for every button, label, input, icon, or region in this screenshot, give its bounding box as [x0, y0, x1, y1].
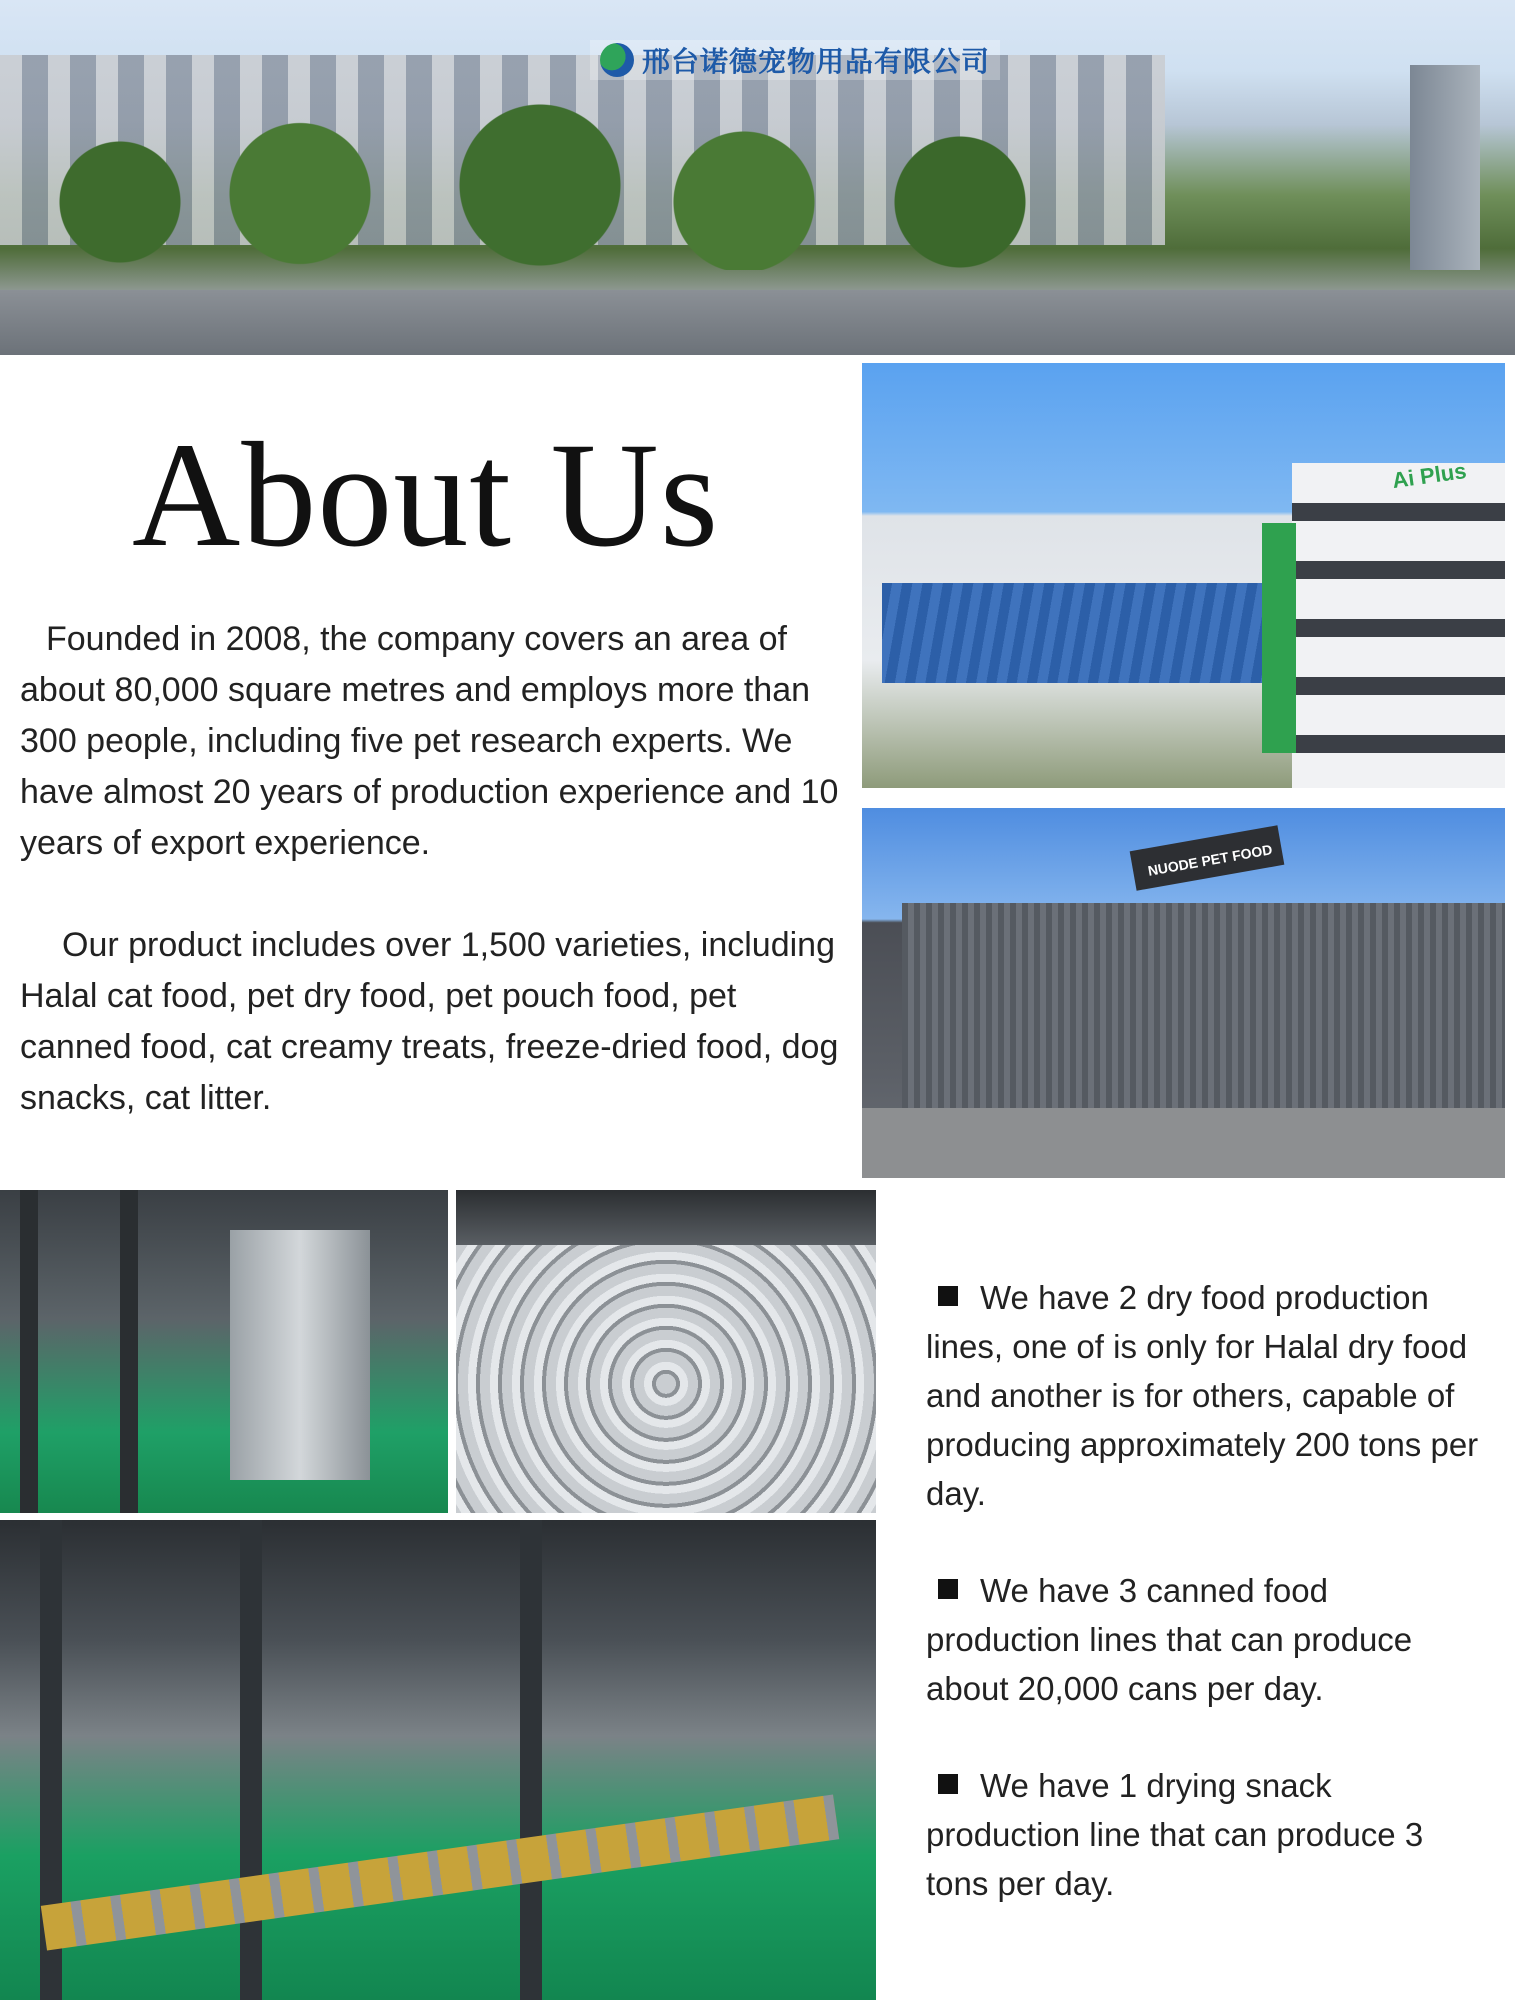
capabilities-list — [926, 1273, 1486, 1956]
bullet-square-icon — [938, 1286, 958, 1306]
page-title: About Us — [132, 412, 720, 578]
capability-item — [926, 1566, 1486, 1713]
capability-text: We have 3 canned food production lines that can produce about 20,000 cans per day. — [926, 1572, 1413, 1707]
pet-food-factory-photo — [862, 808, 1505, 1178]
rooftop-sign-text: Ai Plus — [1390, 457, 1468, 494]
packaging-machine — [230, 1230, 370, 1480]
hero-factory-photo — [0, 0, 1515, 355]
parking-lot — [862, 1108, 1505, 1178]
company-logo-icon — [600, 43, 634, 77]
pillar — [240, 1520, 262, 2000]
green-banner — [1262, 523, 1296, 753]
warehouse-ceiling — [456, 1190, 876, 1245]
company-sign-text: 邢台诺德宠物用品有限公司 — [642, 46, 991, 77]
building-facade — [1292, 463, 1505, 788]
pillar — [120, 1190, 138, 1513]
bullet-square-icon — [938, 1774, 958, 1794]
trees — [0, 100, 1200, 270]
litter-factory-photo — [862, 363, 1505, 788]
production-floor-photo — [0, 1520, 876, 2000]
bullet-square-icon — [938, 1579, 958, 1599]
conveyor-line — [41, 1795, 839, 1951]
capability-text: We have 1 drying snack production line that can produce 3 tons per day. — [926, 1767, 1424, 1902]
company-sign — [590, 40, 1000, 80]
capability-item — [926, 1273, 1486, 1518]
building-cladding — [902, 903, 1505, 1113]
capability-item — [926, 1761, 1486, 1908]
gate-pylon — [1410, 65, 1480, 270]
dry-food-line-photo — [0, 1190, 448, 1513]
pillar — [20, 1190, 38, 1513]
capability-text: We have 2 dry food production lines, one of is only for Halal dry food and another is for others, capable of producing approximately 200 tons per day. — [926, 1279, 1479, 1512]
solar-roof — [882, 583, 1302, 683]
canned-food-warehouse-photo — [456, 1190, 876, 1513]
road — [0, 290, 1515, 355]
rooftop-sign-text: NUODE PET FOOD — [1146, 841, 1274, 879]
pillar — [520, 1520, 542, 2000]
about-paragraph-2: Our product includes over 1,500 varieties, including Halal cat food, pet dry food, pet pouch food, pet canned food, cat creamy treats, freeze-dried food, dog snacks, cat litter. — [20, 926, 839, 1117]
about-paragraph-1: Founded in 2008, the company covers an area of about 80,000 square metres and employs more than 300 people, including five pet research experts. We have almost 20 years of production experience and 10 years of export experience. — [20, 620, 839, 862]
